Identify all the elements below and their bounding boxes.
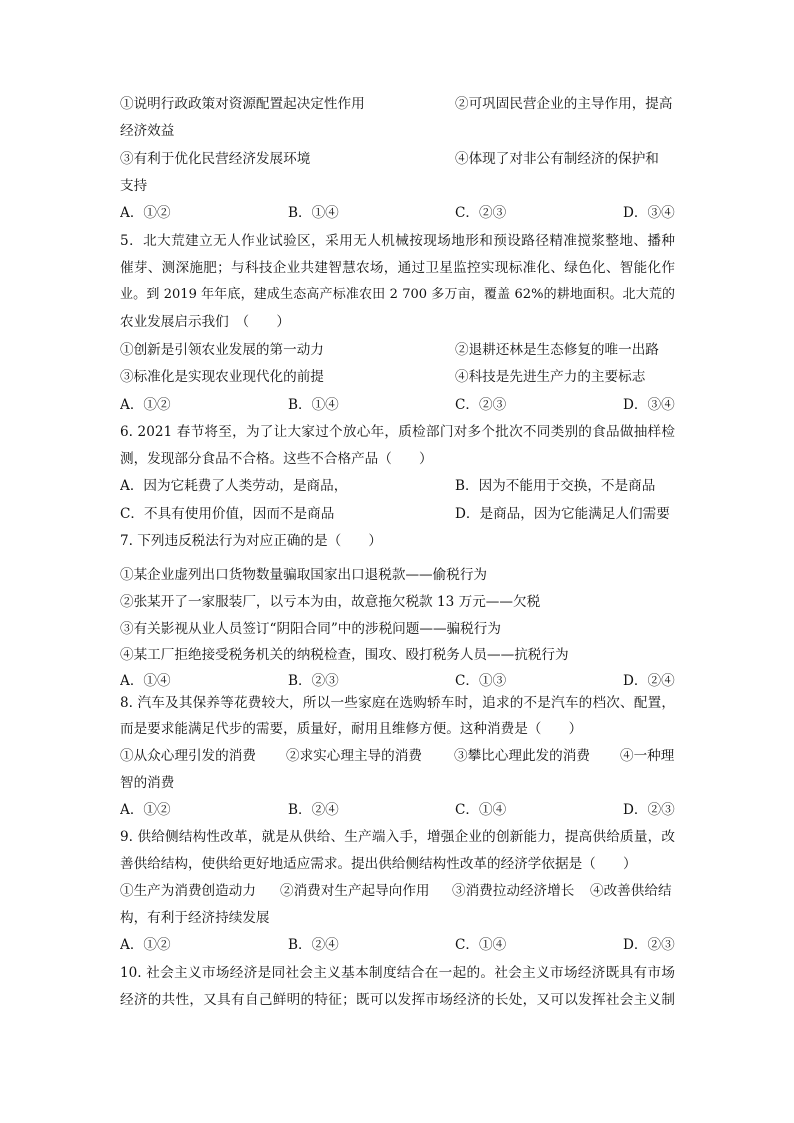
q8-option-4-wrap [120,770,675,796]
q5-stem-line-3: 业。到 2019 年年底，建成生态高产标准农田 2 700 多万亩，覆盖 62%的耕地面积。北大荒的 [120,287,675,302]
q8-option-4: ④一种理 [620,748,675,764]
q9-answer-a: A．①② [120,937,171,953]
q4-option-2-wrap [120,118,675,144]
q5-options-row-2 [120,364,675,390]
q9-answer-d: D．②③ [623,937,675,953]
q8-option-4-cont: 智的消费 [120,775,175,791]
q5-option-2: ②退耕还林是生态修复的唯一出路 [455,342,659,358]
q9-stem-line-1: 9. 供给侧结构性改革，就是从供给、生产端入手，增强企业的创新能力，提高供给质量，改 [120,829,675,845]
q4-option-4: ④体现了对非公有制经济的保护和 [455,151,659,167]
q7-option-1: ①某企业虚列出口货物数量骗取国家出口退税款——偷税行为 [120,567,488,583]
q8-answer-d: D．②③ [623,802,675,818]
q5-answer-b: B．①④ [288,397,339,413]
q9-options-row [120,878,675,904]
q4-option-2: ②可巩固民营企业的主导作用，提高 [455,96,673,112]
q8-answer-a: A．①② [120,802,171,818]
q5-options-row-1 [120,337,675,363]
q8-answer-b: B．②④ [288,802,339,818]
q6-answers-row-1 [120,473,675,499]
q7-stem: 7. 下列违反税法行为对应正确的是（ ） [120,533,382,549]
q4-option-3: ③有利于优化民营经济发展环境 [120,151,311,167]
q8-stem-line-2: 而是要求能满足代步的需要，质量好，耐用且维修方便。这种消费是（ ） [120,721,583,737]
q5-stem-line-2: 催芽、测深施肥；与科技企业共建智慧农场，通过卫星监控实现标准化、绿色化、智能化作 [120,260,675,276]
q4-answer-c: C．②③ [455,205,507,221]
q6-answers-row-2 [120,501,675,527]
q8-options-row [120,743,675,769]
q9-answer-row [120,932,675,958]
q9-option-2: ②消费对生产起导向作用 [280,883,430,899]
q5-answer-d: D．③④ [623,397,675,413]
q6-answer-b: B．因为不能用于交换，不是商品 [455,478,656,494]
q4-answer-d: D．③④ [623,205,675,221]
q4-options-row-1 [120,91,675,117]
q4-answer-a: A．①② [120,205,171,221]
q8-stem-line-1: 8. 汽车及其保养等花费较大，所以一些家庭在选购轿车时，追求的不是汽车的档次、配置， [120,695,675,711]
q8-answer-c: C．①④ [455,802,507,818]
q5-option-4: ④科技是先进生产力的主要标志 [455,369,646,385]
q6-stem-line-2: 测，发现部分食品不合格。这些不合格产品（ ） [120,451,433,467]
q10-stem-line-2: 经济的共性，又具有自己鲜明的特征；既可以发挥市场经济的长处，又可以发挥社会主义制 [120,992,675,1008]
q9-answer-c: C．①④ [455,937,507,953]
q5-answer-row [120,392,675,418]
q7-answer-c: C．①③ [455,673,507,689]
q9-option-4-wrap [120,905,675,931]
q4-answer-b: B．①④ [288,205,339,221]
q7-option-2: ②张某开了一家服装厂，以亏本为由，故意拖欠税款 13 万元——欠税 [120,594,541,610]
q6-answer-c: C．不具有使用价值，因而不是商品 [120,506,335,522]
q6-stem-line-1: 6. 2021 春节将至，为了让大家过个放心年，质检部门对多个批次不同类别的食品做抽样检 [120,424,675,440]
q5-option-1: ①创新是引领农业发展的第一动力 [120,342,324,358]
q8-option-2: ②求实心理主导的消费 [286,748,422,764]
q7-answer-b: B．②③ [288,673,339,689]
q10-stem-line-1: 10. 社会主义市场经济是同社会主义基本制度结合在一起的。社会主义市场经济既具有市场 [120,965,675,981]
q9-option-4: ④改善供给结 [590,883,672,899]
q8-option-3: ③攀比心理此发的消费 [454,748,590,764]
q9-stem-line-2: 善供给结构，使供给更好地适应需求。提出供给侧结构性改革的经济学依据是（ ） [120,856,637,872]
q5-stem-line-1: 5．北大荒建立无人作业试验区，采用无人机械按现场地形和预设路径精准搅浆整地、播种 [120,233,675,249]
q7-answer-a: A．①④ [120,673,171,689]
q7-option-4: ④某工厂拒绝接受税务机关的纳税检查，围攻、殴打税务人员——抗税行为 [120,647,569,663]
q4-option-1: ①说明行政政策对资源配置起决定性作用 [120,96,365,112]
q4-option-2-cont: 经济效益 [120,123,175,139]
q6-answer-d: D．是商品，因为它能满足人们需要 [455,506,670,522]
q9-answer-b: B．②④ [288,937,339,953]
q5-stem-line-4: 农业发展启示我们 （ ） [120,314,290,330]
q6-answer-a: A．因为它耗费了人类劳动，是商品， [120,478,348,494]
q5-answer-a: A．①② [120,397,171,413]
q4-answer-row [120,200,675,226]
q4-option-4-cont: 支持 [120,178,148,194]
q8-option-1: ①从众心理引发的消费 [120,748,256,764]
q9-option-1: ①生产为消费创造动力 [120,883,256,899]
q7-option-3: ③有关影视从业人员签订“阴阳合同”中的涉税问题——骗税行为 [120,621,501,637]
q4-options-row-2 [120,146,675,172]
q7-answer-d: D．②④ [623,673,675,689]
q9-option-4-cont: 构，有利于经济持续发展 [120,910,270,926]
q5-option-3: ③标准化是实现农业现代化的前提 [120,369,324,385]
q4-option-4-wrap [120,173,675,199]
q8-answer-row [120,797,675,823]
q5-answer-c: C．②③ [455,397,507,413]
q9-option-3: ③消费拉动经济增长 [452,883,575,899]
